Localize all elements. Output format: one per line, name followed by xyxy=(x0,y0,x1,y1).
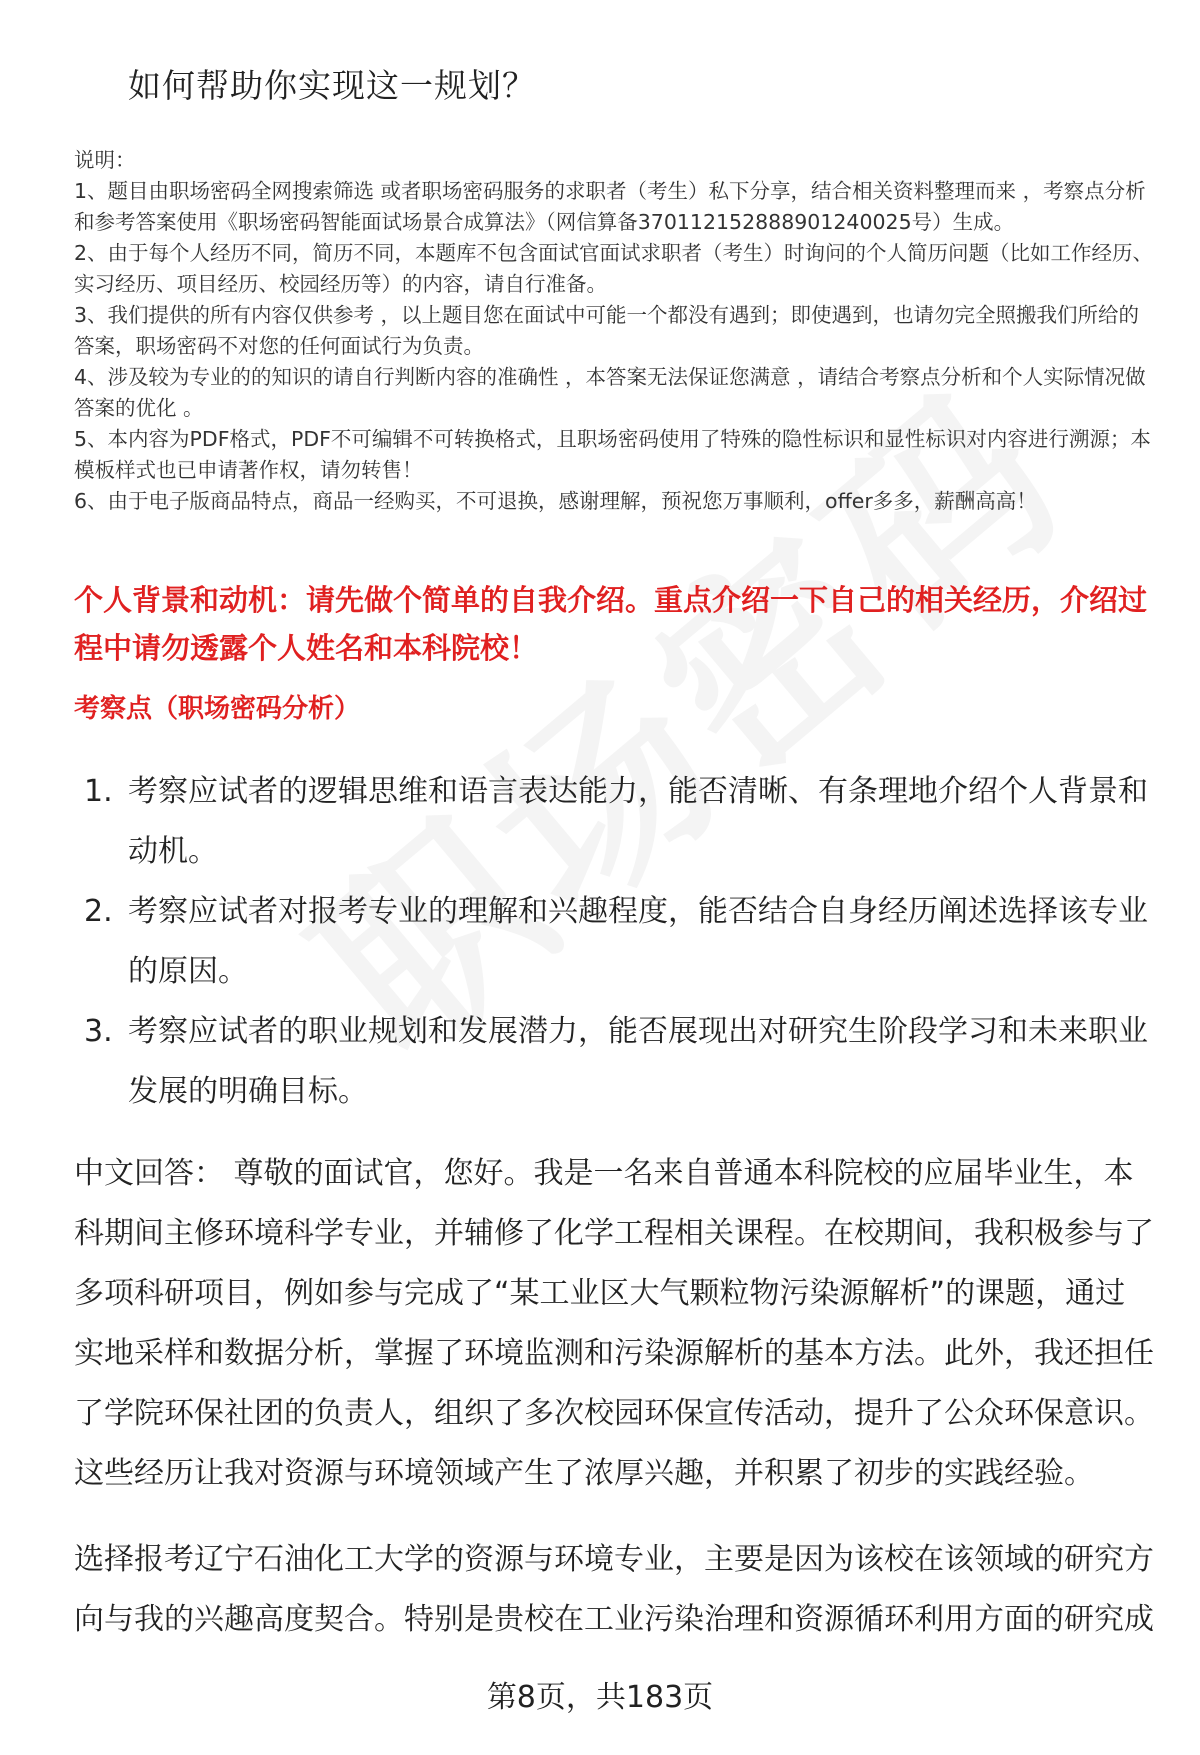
list-item-number: 2. xyxy=(84,894,113,929)
notes-item: 5、本内容为PDF格式，PDF不可编辑不可转换格式，且职场密码使用了特殊的隐性标识和显性标识对内容进行溯源；本模板样式也已申请著作权，请勿转售！ xyxy=(74,427,1151,482)
list-item-number: 3. xyxy=(84,1014,113,1049)
notes-item: 3、我们提供的所有内容仅供参考 ，以上题目您在面试中可能一个都没有遇到；即使遇到，也请勿完全照搬我们所给的答案，职场密码不对您的任何面试行为负责。 xyxy=(74,303,1140,358)
list-item-text: 考察应试者的逻辑思维和语言表达能力，能否清晰、有条理地介绍个人背景和动机。 xyxy=(128,774,1148,869)
notes-item: 1、题目由职场密码全网搜索筛选 或者职场密码服务的求职者（考生）私下分享，结合相关资料整理而来 ，考察点分析和参考答案使用《职场密码智能面试场景合成算法》（网信算备370112152888901240025号）生成。 xyxy=(74,179,1146,234)
notes-item: 2、由于每个人经历不同，简历不同，本题库不包含面试官面试求职者（考生）时询问的个人简历问题（比如工作经历、实习经历、项目经历、校园经历等）的内容，请自行准备。 xyxy=(74,241,1154,296)
notes-item: 6、由于电子版商品特点，商品一经购买，不可退换，感谢理解，预祝您万事顺利，offer多多，薪酬高高！ xyxy=(74,489,1037,513)
list-item-number: 1. xyxy=(84,774,113,809)
notes-item: 4、涉及较为专业的的知识的请自行判断内容的准确性 ，本答案无法保证您满意 ，请结合考察点分析和个人实际情况做答案的优化 。 xyxy=(74,365,1146,420)
interview-question: 个人背景和动机：请先做个简单的自我介绍。重点介绍一下自己的相关经历，介绍过程中请勿透露个人姓名和本科院校！ xyxy=(74,583,1148,665)
answer-paragraph: 选择报考辽宁石油化工大学的资源与环境专业，主要是因为该校在该领域的研究方向与我的兴趣高度契合。特别是贵校在工业污染治理和资源循环利用方面的研究成 xyxy=(74,1542,1154,1637)
analysis-heading: 考察点（职场密码分析） xyxy=(74,694,361,724)
list-item-text: 考察应试者对报考专业的理解和兴趣程度，能否结合自身经历阐述选择该专业的原因。 xyxy=(128,894,1148,989)
list-item xyxy=(74,1002,1154,1122)
page-heading: 如何帮助你实现这一规划？ xyxy=(128,66,536,105)
page-number: 第8页，共183页 xyxy=(486,1680,714,1715)
list-item-text: 考察应试者的职业规划和发展潜力，能否展现出对研究生阶段学习和未来职业发展的明确目标。 xyxy=(128,1014,1148,1109)
analysis-points-list xyxy=(74,762,1154,1122)
answer-paragraph: 中文回答： 尊敬的面试官，您好。我是一名来自普通本科院校的应届毕业生，本科期间主修环境科学专业，并辅修了化学工程相关课程。在校期间，我积极参与了多项科研项目，例如参与完成了“某工业区大气颗粒物污染源解析”的课题，通过实地采样和数据分析，掌握了环境监测和污染源解析的基本方法。此外，我还担任了学院环保社团的负责人，组织了多次校园环保宣传活动，提升了公众环保意识。这些经历让我对资源与环境领域产生了浓厚兴趣，并积累了初步的实践经验。 xyxy=(74,1156,1154,1491)
notes-title: 说明： xyxy=(74,148,136,172)
list-item xyxy=(74,882,1154,1002)
notes-section xyxy=(74,145,1154,517)
list-item xyxy=(74,762,1154,882)
